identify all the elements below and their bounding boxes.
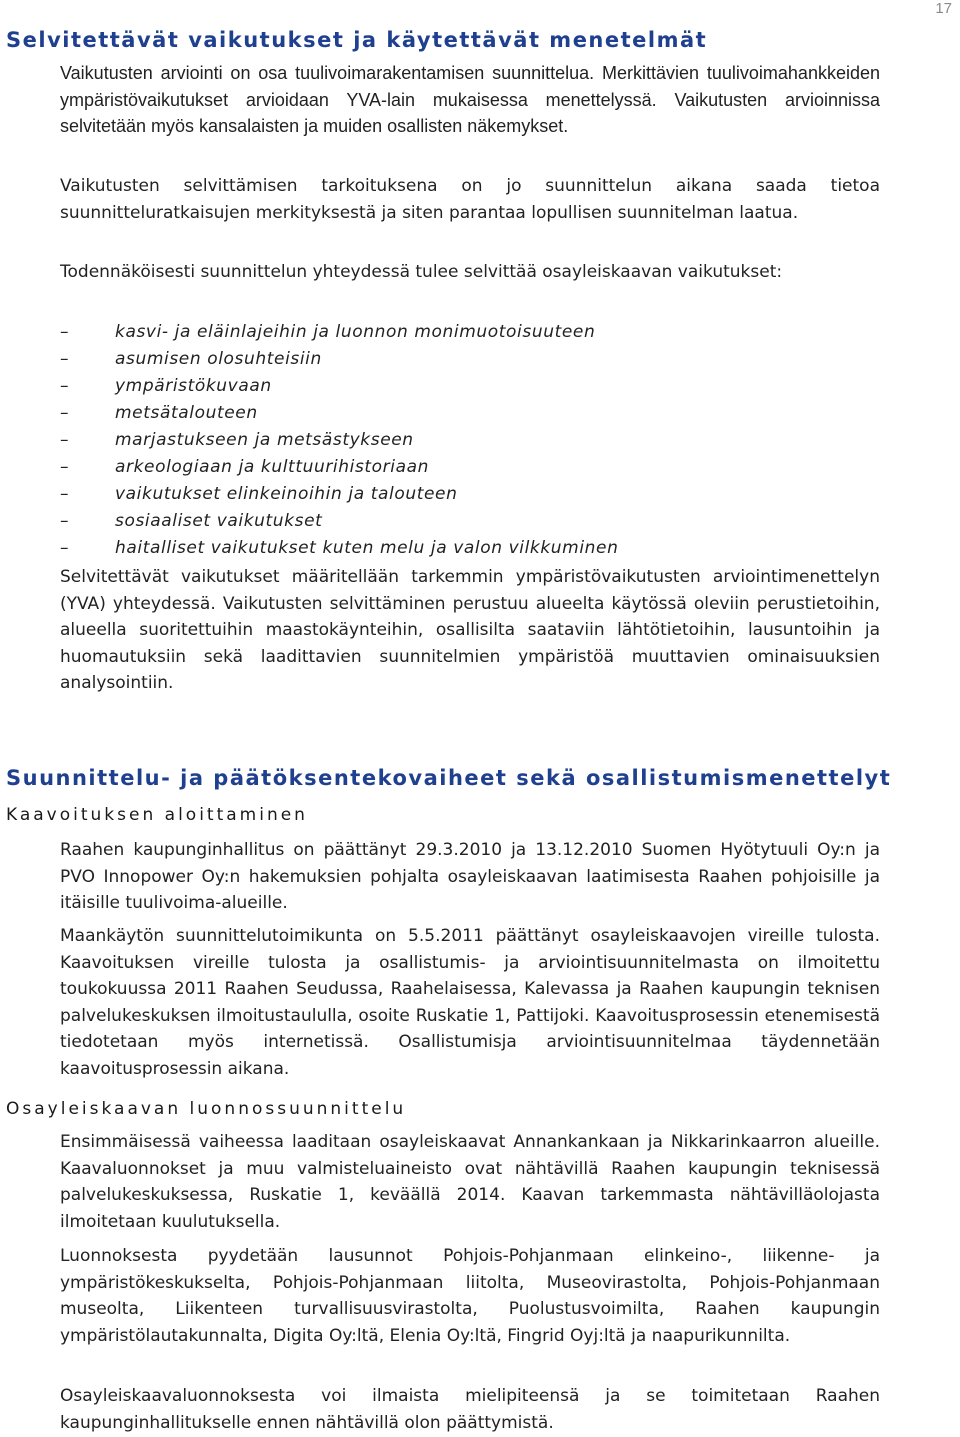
draft-paragraph-2 (60, 1243, 880, 1349)
initiation-paragraph-1 (60, 837, 880, 917)
paragraph: Ensimmäisessä vaiheessa laaditaan osayleiskaavat Annankankaan ja Nikkarinkaarron alueille. Kaavaluonnokset ja muu valmisteluaineisto ovat nähtävillä Raahen kaupungin teknisessä palvelukeskuksessa, Ruskatie 1, keväällä 2014. Kaavan tarkemmasta nähtävilläolojasta ilmoitetaan kuulutuksella. (60, 1132, 880, 1232)
paragraph: Osayleiskaavaluonnoksesta voi ilmaista mielipiteensä ja se toimitetaan Raahen kaupunginhallitukselle ennen nähtävillä olon päättymistä. (60, 1386, 880, 1433)
draft-paragraph-3 (60, 1383, 880, 1436)
list-item: – vaikutukset elinkeinoihin ja talouteen (60, 481, 880, 508)
dash-bullet: – (60, 322, 70, 342)
dash-bullet: – (60, 484, 70, 504)
dash-bullet: – (60, 538, 70, 558)
sub-heading-draft-planning: Osayleiskaavan luonnossuunnittelu (6, 1099, 407, 1119)
impacts-intro-paragraph-3 (60, 259, 880, 286)
list-item: – haitalliset vaikutukset kuten melu ja valon vilkkuminen (60, 535, 880, 562)
initiation-paragraph-2 (60, 923, 880, 1082)
section-heading-planning-phases: Suunnittelu- ja päätöksentekovaiheet sekä osallistumismenettelyt (6, 766, 892, 790)
list-item: – sosiaaliset vaikutukset (60, 508, 880, 535)
dash-bullet: – (60, 376, 70, 396)
list-item: – kasvi- ja eläinlajeihin ja luonnon monimuotoisuuteen (60, 319, 880, 346)
list-item: – asumisen olosuhteisiin (60, 346, 880, 373)
dash-bullet: – (60, 349, 70, 369)
paragraph: Luonnoksesta pyydetään lausunnot Pohjois-Pohjanmaan elinkeino-, liikenne- ja ympäristökeskukselta, Pohjois-Pohjanmaan liitolta, Museovirastolta, Pohjois-Pohjanmaan museolta, Liikenteen turvallisuusvirastolta, Puolustusvoimilta, Raahen kaupungin ympäristölautakunnalta, Digita Oy:ltä, Elenia Oy:ltä, Fingrid Oyj:ltä ja naapurikunnilta. (60, 1246, 880, 1346)
impacts-intro-paragraph-1 (60, 60, 880, 140)
dash-bullet: – (60, 511, 70, 531)
draft-paragraph-1 (60, 1129, 880, 1235)
paragraph: Vaikutusten selvittämisen tarkoituksena on jo suunnittelun aikana saada tietoa suunnitteluratkaisujen merkityksestä ja siten parantaa lopullisen suunnitelman laatua. (60, 176, 880, 223)
dash-bullet: – (60, 403, 70, 423)
paragraph: Maankäytön suunnittelutoimikunta on 5.5.2011 päättänyt osayleiskaavojen vireille tulosta. Kaavoituksen vireille tulosta ja osallistumis- ja arviointisuunnitelmasta on ilmoitettu toukokuussa 2011 Raahen Seudussa, Raahelaisessa, Kalevassa ja Raahen kaupungin teknisen palvelukeskuksen ilmoitustaululla, osoite Ruskatie 1, Pattijoki. Kaavoitusprosessin etenemisestä tiedotetaan myös internetissä. Osallistumisja arviointisuunnitelmaa täydennetään kaavoitusprosessin aikana. (60, 926, 880, 1079)
list-item: – marjastukseen ja metsästykseen (60, 427, 880, 454)
dash-bullet: – (60, 430, 70, 450)
list-item: – ympäristökuvaan (60, 373, 880, 400)
list-item: – metsätalouteen (60, 400, 880, 427)
page-number: 17 (935, 0, 952, 17)
impacts-closing-paragraph (60, 564, 880, 697)
paragraph: Selvitettävät vaikutukset määritellään tarkemmin ympäristövaikutusten arviointimenettelyn (YVA) yhteydessä. Vaikutusten selvittäminen perustuu alueelta käytössä oleviin perustietoihin, alueella suoritettuihin maastokäynteihin, osallisilta saataviin lähtötietoihin, lausuntoihin ja huomautuksiin sekä laadittavien suunnitelmien ympäristöä muuttavien ominaisuuksien analysointiin. (60, 567, 880, 693)
list-item: – arkeologiaan ja kulttuurihistoriaan (60, 454, 880, 481)
impact-list (60, 319, 880, 562)
sub-heading-plan-initiation: Kaavoituksen aloittaminen (6, 805, 308, 825)
paragraph: Raahen kaupunginhallitus on päättänyt 29.3.2010 ja 13.12.2010 Suomen Hyötytuuli Oy:n ja PVO Innopower Oy:n hakemuksien pohjalta osayleiskaavan laatimisesta Raahen pohjoisille ja itäisille tuulivoima-alueille. (60, 840, 880, 913)
paragraph: Todennäköisesti suunnittelun yhteydessä tulee selvittää osayleiskaavan vaikutukset: (60, 262, 783, 282)
paragraph: Vaikutusten arviointi on osa tuulivoimarakentamisen suunnittelua. Merkittävien tuulivoimahankkeiden ympäristövaikutukset arvioidaan YVA-lain mukaisessa menettelyssä. Vaikutusten arvioinnissa selvitetään myös kansalaisten ja muiden osallisten näkemykset. (60, 63, 880, 136)
dash-bullet: – (60, 457, 70, 477)
section-heading-impacts: Selvitettävät vaikutukset ja käytettävät menetelmät (6, 28, 708, 52)
impacts-intro-paragraph-2 (60, 173, 880, 226)
